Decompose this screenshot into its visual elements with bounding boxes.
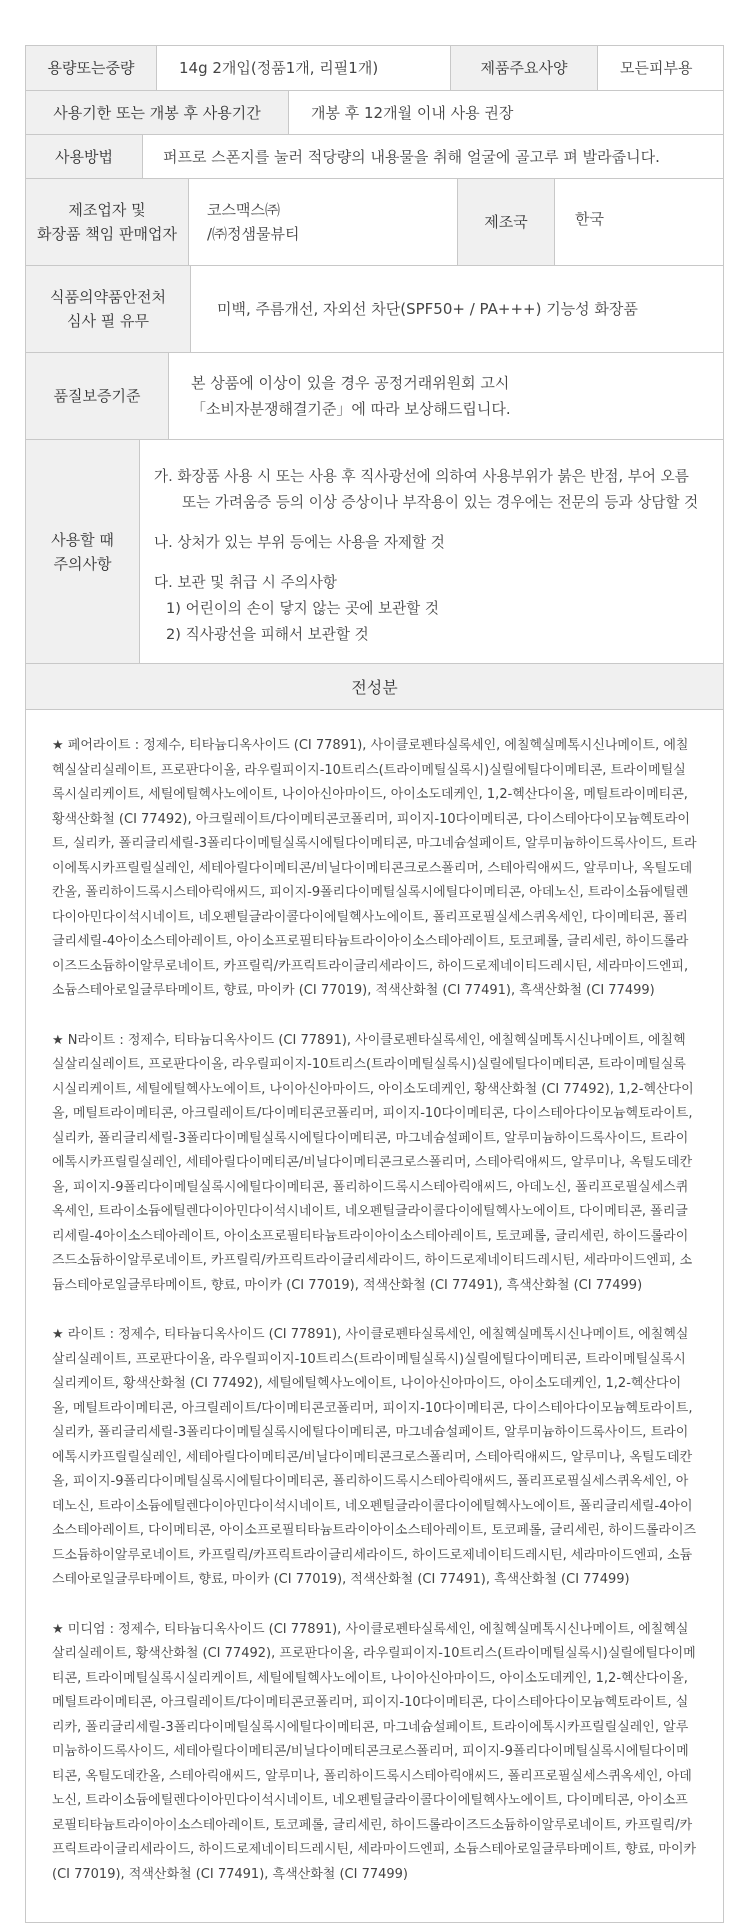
manufacturer-label-line1: 제조업자 및 — [68, 201, 146, 219]
review-label-line2: 심사 필 유무 — [67, 312, 149, 330]
country-value: 한국 — [555, 179, 723, 265]
caution-item-c2: 2) 직사광선을 피해서 보관할 것 — [166, 626, 369, 643]
caution-item-c: 다. 보관 및 취급 시 주의사항 — [154, 574, 337, 591]
review-label — [26, 266, 191, 352]
caution-item-c1: 1) 어린이의 손이 닿지 않는 곳에 보관할 것 — [166, 600, 440, 617]
usage-value: 퍼프로 스폰지를 눌러 적당량의 내용물을 취해 얼굴에 골고루 펴 발라줍니다. — [143, 135, 723, 178]
expiry-row — [26, 91, 723, 135]
manufacturer-value-line2: /㈜정샘물뷰티 — [207, 225, 300, 243]
manufacturer-label — [26, 179, 189, 265]
ingredients-pearlite: ★ 페어라이트 : 정제수, 티타늄디옥사이드 (CI 77891), 사이클로펜타실록세인, 에칠헥실메톡시신나메이트, 에칠헥실살리실레이트, 프로판다이올, 라우릴피이지-10트리스(트라이메틸실록시)실릴에틸다이메티콘, 트라이메틸실록시실리케이트, 세틸에틸헥사노에이트, 나이아신아마이드, 아이소도데케인, 1,2-헥산다이올, 메틸트라이메티콘, 황색산화철 (CI 77492), 아크릴레이트/다이메티콘코폴리머, 피이지-10다이메티콘, 다이스테아다이모늄헥토라이트, 실리카, 폴리글리세릴-3폴리다이메틸실록시에틸다이메티콘, 마그네슘설페이트, 알루미늄하이드록사이드, 트라이에톡시카프릴릴실레인, 세테아릴다이메티콘/비닐다이메티콘크로스폴리머, 스테아릭애씨드, 알루미나, 옥틸도데칸올, 폴리하이드록시스테아릭애씨드, 피이지-9폴리다이메틸실록시에틸다이메티콘, 아데노신, 트라이소듐에틸렌다이아민다이석시네이트, 네오펜틸글라이콜다이에틸헥사노에이트, 폴리프로필실세스퀴옥세인, 다이메티콘, 폴리글리세릴-4아이소스테아레이트, 아이소프로필티타늄트라이아이소스테아레이트, 토코페롤, 글리세린, 하이드롤라이즈드소듐하이알루로네이트, 카프릴릭/카프릭트라이글리세라이드, 하이드로제네이티드레시틴, 세라마이드엔피, 소듐스테아로일글루타메이트, 향료, 마이카 (CI 77019), 적색산화철 (CI 77491), 흑색산화철 (CI 77499) — [52, 738, 697, 998]
product-info-table — [25, 45, 724, 1923]
caution-item-a2: 또는 가려움증 등의 이상 증상이나 부작용이 있는 경우에는 전문의 등과 상담할 것 — [182, 494, 699, 511]
expiry-label: 사용기한 또는 개봉 후 사용기간 — [26, 91, 289, 134]
ingredients-medium: ★ 미디엄 : 정제수, 티타늄디옥사이드 (CI 77891), 사이클로펜타실록세인, 에칠헥실메톡시신나메이트, 에칠헥실살리실레이트, 황색산화철 (CI 77492), 프로판다이올, 라우릴피이지-10트리스(트라이메틸실록시)실릴에틸다이메티콘, 트라이메틸실록시실리케이트, 세틸에틸헥사노에이트, 나이아신아마이드, 아이소도데케인, 1,2-헥산다이올, 메틸트라이메티콘, 아크릴레이트/다이메티콘코폴리머, 피이지-10다이메티콘, 다이스테아다이모늄헥토라이트, 실리카, 폴리글리세릴-3폴리다이메틸실록시에틸다이메티콘, 마그네슘설페이트, 트라이에톡시카프릴릴실레인, 알루미늄하이드록사이드, 세테아릴다이메티콘/비닐다이메티콘크로스폴리머, 피이지-9폴리다이메틸실록시에틸다이메티콘, 옥틸도데칸올, 스테아릭애씨드, 알루미나, 폴리하이드록시스테아릭애씨드, 폴리프로필실세스퀴옥세인, 아데노신, 트라이소듐에틸렌다이아민다이석시네이트, 네오펜틸글라이콜다이에틸헥사노에이트, 다이메티콘, 아이소프로필티타늄트라이아이소스테아레이트, 토코페롤, 글리세린, 하이드롤라이즈드소듐하이알루로네이트, 카프릴릭/카프릭트라이글리세라이드, 하이드로제네이티드레시틴, 세라마이드엔피, 소듐스테아로일글루타메이트, 향료, 마이카 (CI 77019), 적색산화철 (CI 77491), 흑색산화철 (CI 77499) — [52, 1621, 697, 1882]
ingredients-title: 전성분 — [26, 664, 723, 710]
country-label: 제조국 — [458, 179, 555, 265]
caution-row — [26, 440, 723, 664]
review-row — [26, 266, 723, 353]
warranty-label: 품질보증기준 — [26, 353, 169, 439]
spec-value: 모든피부용 — [598, 46, 723, 90]
ingredients-n-light: ★ N라이트 : 정제수, 티타늄디옥사이드 (CI 77891), 사이클로펜타실록세인, 에칠헥실메톡시신나메이트, 에칠헥실살리실레이트, 프로판다이올, 라우릴피이지-10트리스(트라이메틸실록시)실릴에틸다이메티콘, 트라이메틸실록시실리케이트, 세틸에틸헥사노에이트, 나이아신아마이드, 아이소도데케인, 황색산화철 (CI 77492), 1,2-헥산다이올, 메틸트라이메티콘, 아크릴레이트/다이메티콘코폴리머, 피이지-10다이메티콘, 다이스테아다이모늄헥토라이트, 실리카, 폴리글리세릴-3폴리다이메틸실록시에틸다이메티콘, 마그네슘설페이트, 알루미늄하이드록사이드, 트라이에톡시카프릴릴실레인, 세테아릴다이메티콘/비닐다이메티콘크로스폴리머, 스테아릭애씨드, 알루미나, 옥틸도데칸올, 피이지-9폴리다이메틸실록시에틸다이메티콘, 폴리하이드록시스테아릭애씨드, 아데노신, 폴리프로필실세스퀴옥세인, 트라이소듐에틸렌다이아민다이석시네이트, 네오펜틸글라이콜다이에틸헥사노에이트, 다이메티콘, 폴리글리세릴-4아이소스테아레이트, 아이소프로필티타늄트라이아이소스테아레이트, 토코페롤, 글리세린, 하이드롤라이즈드소듐하이알루로네이트, 카프릴릭/카프릭트라이글리세라이드, 하이드로제네이티드레시틴, 세라마이드엔피, 소듐스테아로일글루타메이트, 향료, 마이카 (CI 77019), 적색산화철 (CI 77491), 흑색산화철 (CI 77499) — [52, 1032, 694, 1293]
warranty-value — [169, 353, 723, 439]
warranty-row — [26, 353, 723, 440]
caution-content — [140, 440, 723, 663]
capacity-value: 14g 2개입(정품1개, 리필1개) — [157, 46, 451, 90]
ingredients-light: ★ 라이트 : 정제수, 티타늄디옥사이드 (CI 77891), 사이클로펜타실록세인, 에칠헥실메톡시신나메이트, 에칠헥실살리실레이트, 프로판다이올, 라우릴피이지-10트리스(트라이메틸실록시)실릴에틸다이메티콘, 트라이메틸실록시실리케이트, 황색산화철 (CI 77492), 세틸에틸헥사노에이트, 나이아신아마이드, 아이소도데케인, 1,2-헥산다이올, 메틸트라이메티콘, 아크릴레이트/다이메티콘코폴리머, 피이지-10다이메티콘, 다이스테아다이모늄헥토라이트, 실리카, 폴리글리세릴-3폴리다이메틸실록시에틸다이메티콘, 마그네슘설페이트, 알루미늄하이드록사이드, 트라이에톡시카프릴릴실레인, 세테아릴다이메티콘/비닐다이메티콘크로스폴리머, 스테아릭애씨드, 알루미나, 옥틸도데칸올, 피이지-9폴리다이메틸실록시에틸다이메티콘, 폴리하이드록시스테아릭애씨드, 폴리프로필실세스퀴옥세인, 아데노신, 트라이소듐에틸렌다이아민다이석시네이트, 네오펜틸글라이콜다이에틸헥사노에이트, 폴리글리세릴-4아이소스테아레이트, 다이메티콘, 아이소프로필티타늄트라이아이소스테아레이트, 토코페롤, 글리세린, 하이드롤라이즈드소듐하이알루로네이트, 카프릴릭/카프릭트라이글리세라이드, 하이드로제네이티드레시틴, 세라마이드엔피, 소듐스테아로일글루타메이트, 향료, 마이카 (CI 77019), 적색산화철 (CI 77491), 흑색산화철 (CI 77499) — [52, 1327, 697, 1587]
caution-item-b: 나. 상처가 있는 부위 등에는 사용을 자제할 것 — [154, 534, 445, 551]
caution-label-line1: 사용할 때 — [51, 530, 114, 549]
review-value: 미백, 주름개선, 자외선 차단(SPF50+ / PA+++) 기능성 화장품 — [191, 266, 723, 352]
caution-label-line2: 주의사항 — [53, 554, 112, 573]
usage-label: 사용방법 — [26, 135, 143, 178]
capacity-row — [26, 46, 723, 91]
expiry-value: 개봉 후 12개월 이내 사용 권장 — [289, 91, 723, 134]
caution-item-a1: 가. 화장품 사용 시 또는 사용 후 직사광선에 의하여 사용부위가 붉은 반점, 부어 오름 — [154, 468, 689, 485]
capacity-label: 용량또는중량 — [26, 46, 157, 90]
manufacturer-label-line2: 화장품 책임 판매업자 — [37, 225, 177, 243]
manufacturer-value-line1: 코스맥스㈜ — [207, 201, 280, 219]
manufacturer-value — [189, 179, 458, 265]
warranty-line2: 「소비자분쟁해결기준」에 따라 보상해드립니다. — [191, 400, 511, 418]
caution-label — [26, 440, 140, 663]
spec-label: 제품주요사양 — [451, 46, 598, 90]
warranty-line1: 본 상품에 이상이 있을 경우 공정거래위원회 고시 — [191, 374, 510, 392]
review-label-line1: 식품의약품안전처 — [50, 288, 166, 306]
ingredients-body — [26, 710, 723, 1922]
usage-row — [26, 135, 723, 179]
manufacturer-row — [26, 179, 723, 266]
